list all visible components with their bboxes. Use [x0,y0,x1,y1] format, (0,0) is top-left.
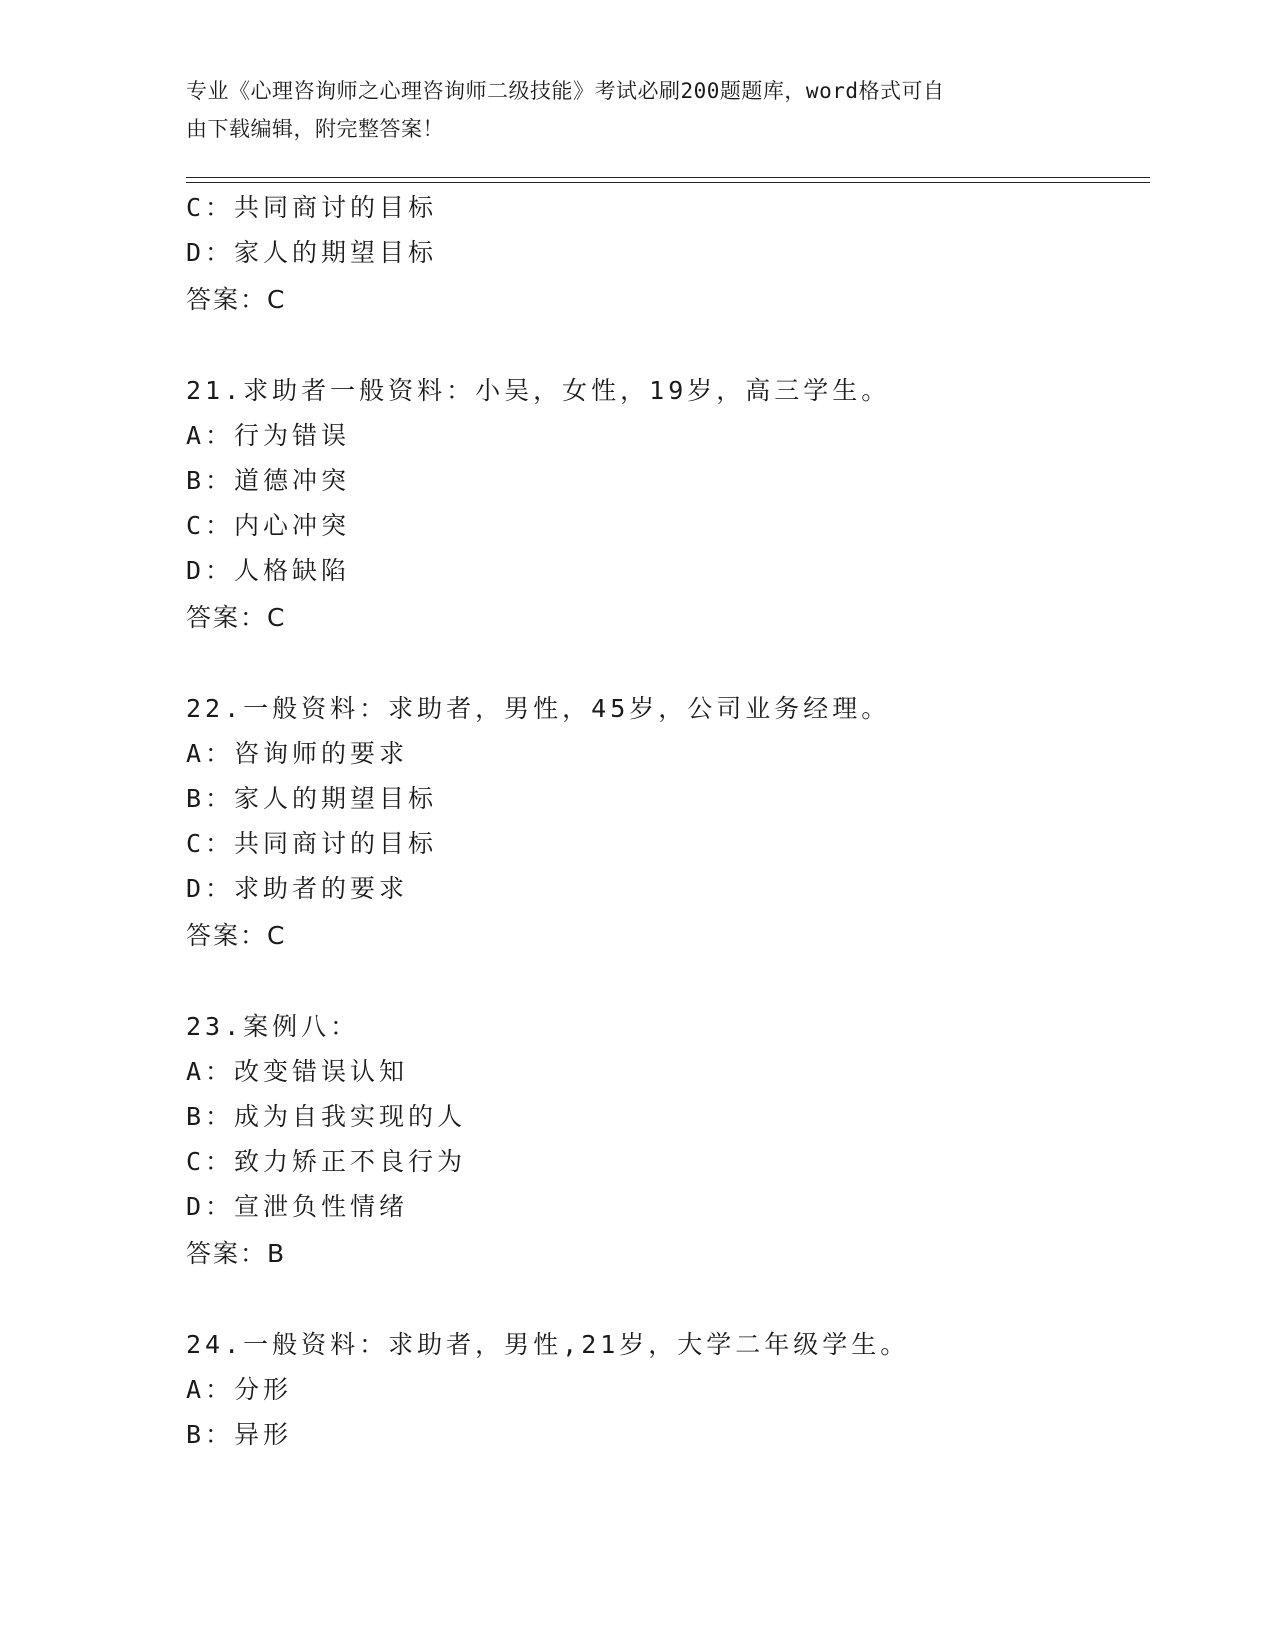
q22-answer: 答案：C [186,921,287,950]
document-header [186,72,1066,148]
prev-answer: 答案：C [186,285,287,314]
q23-option-b: B：成为自我实现的人 [186,1102,467,1131]
q22-option-b: B：家人的期望目标 [186,784,438,813]
q24-option-b: B：异形 [186,1420,293,1449]
q23-option-a: A：改变错误认知 [186,1057,409,1086]
q21-option-d: D：人格缺陷 [186,556,351,585]
q23-option-c: C：致力矫正不良行为 [186,1147,467,1176]
q21-option-a: A：行为错误 [186,421,351,450]
header-rule-bottom [186,182,1150,183]
q23-option-d: D：宣泄负性情绪 [186,1192,409,1221]
prev-option-d: D：家人的期望目标 [186,238,438,267]
q21-option-b: B：道德冲突 [186,466,351,495]
header-rule-top [186,177,1150,178]
q24-question: 24.一般资料：求助者，男性,21岁，大学二年级学生。 [186,1330,910,1359]
q23-answer: 答案：B [186,1239,287,1268]
prev-option-c: C：共同商讨的目标 [186,193,438,222]
q22-question: 22.一般资料：求助者，男性，45岁，公司业务经理。 [186,694,891,723]
q21-question: 21.求助者一般资料：小吴，女性，19岁，高三学生。 [186,376,891,405]
q22-option-a: A：咨询师的要求 [186,739,409,768]
q21-answer: 答案：C [186,603,287,632]
header-line-2: 由下载编辑，附完整答案！ [186,117,444,141]
q23-question: 23.案例八： [186,1012,360,1041]
q24-option-a: A：分形 [186,1375,293,1404]
q22-option-d: D：求助者的要求 [186,874,409,903]
q21-option-c: C：内心冲突 [186,511,351,540]
header-line-1: 专业《心理咨询师之心理咨询师二级技能》考试必刷200题题库，word格式可自 [186,79,945,103]
q22-option-c: C：共同商讨的目标 [186,829,438,858]
